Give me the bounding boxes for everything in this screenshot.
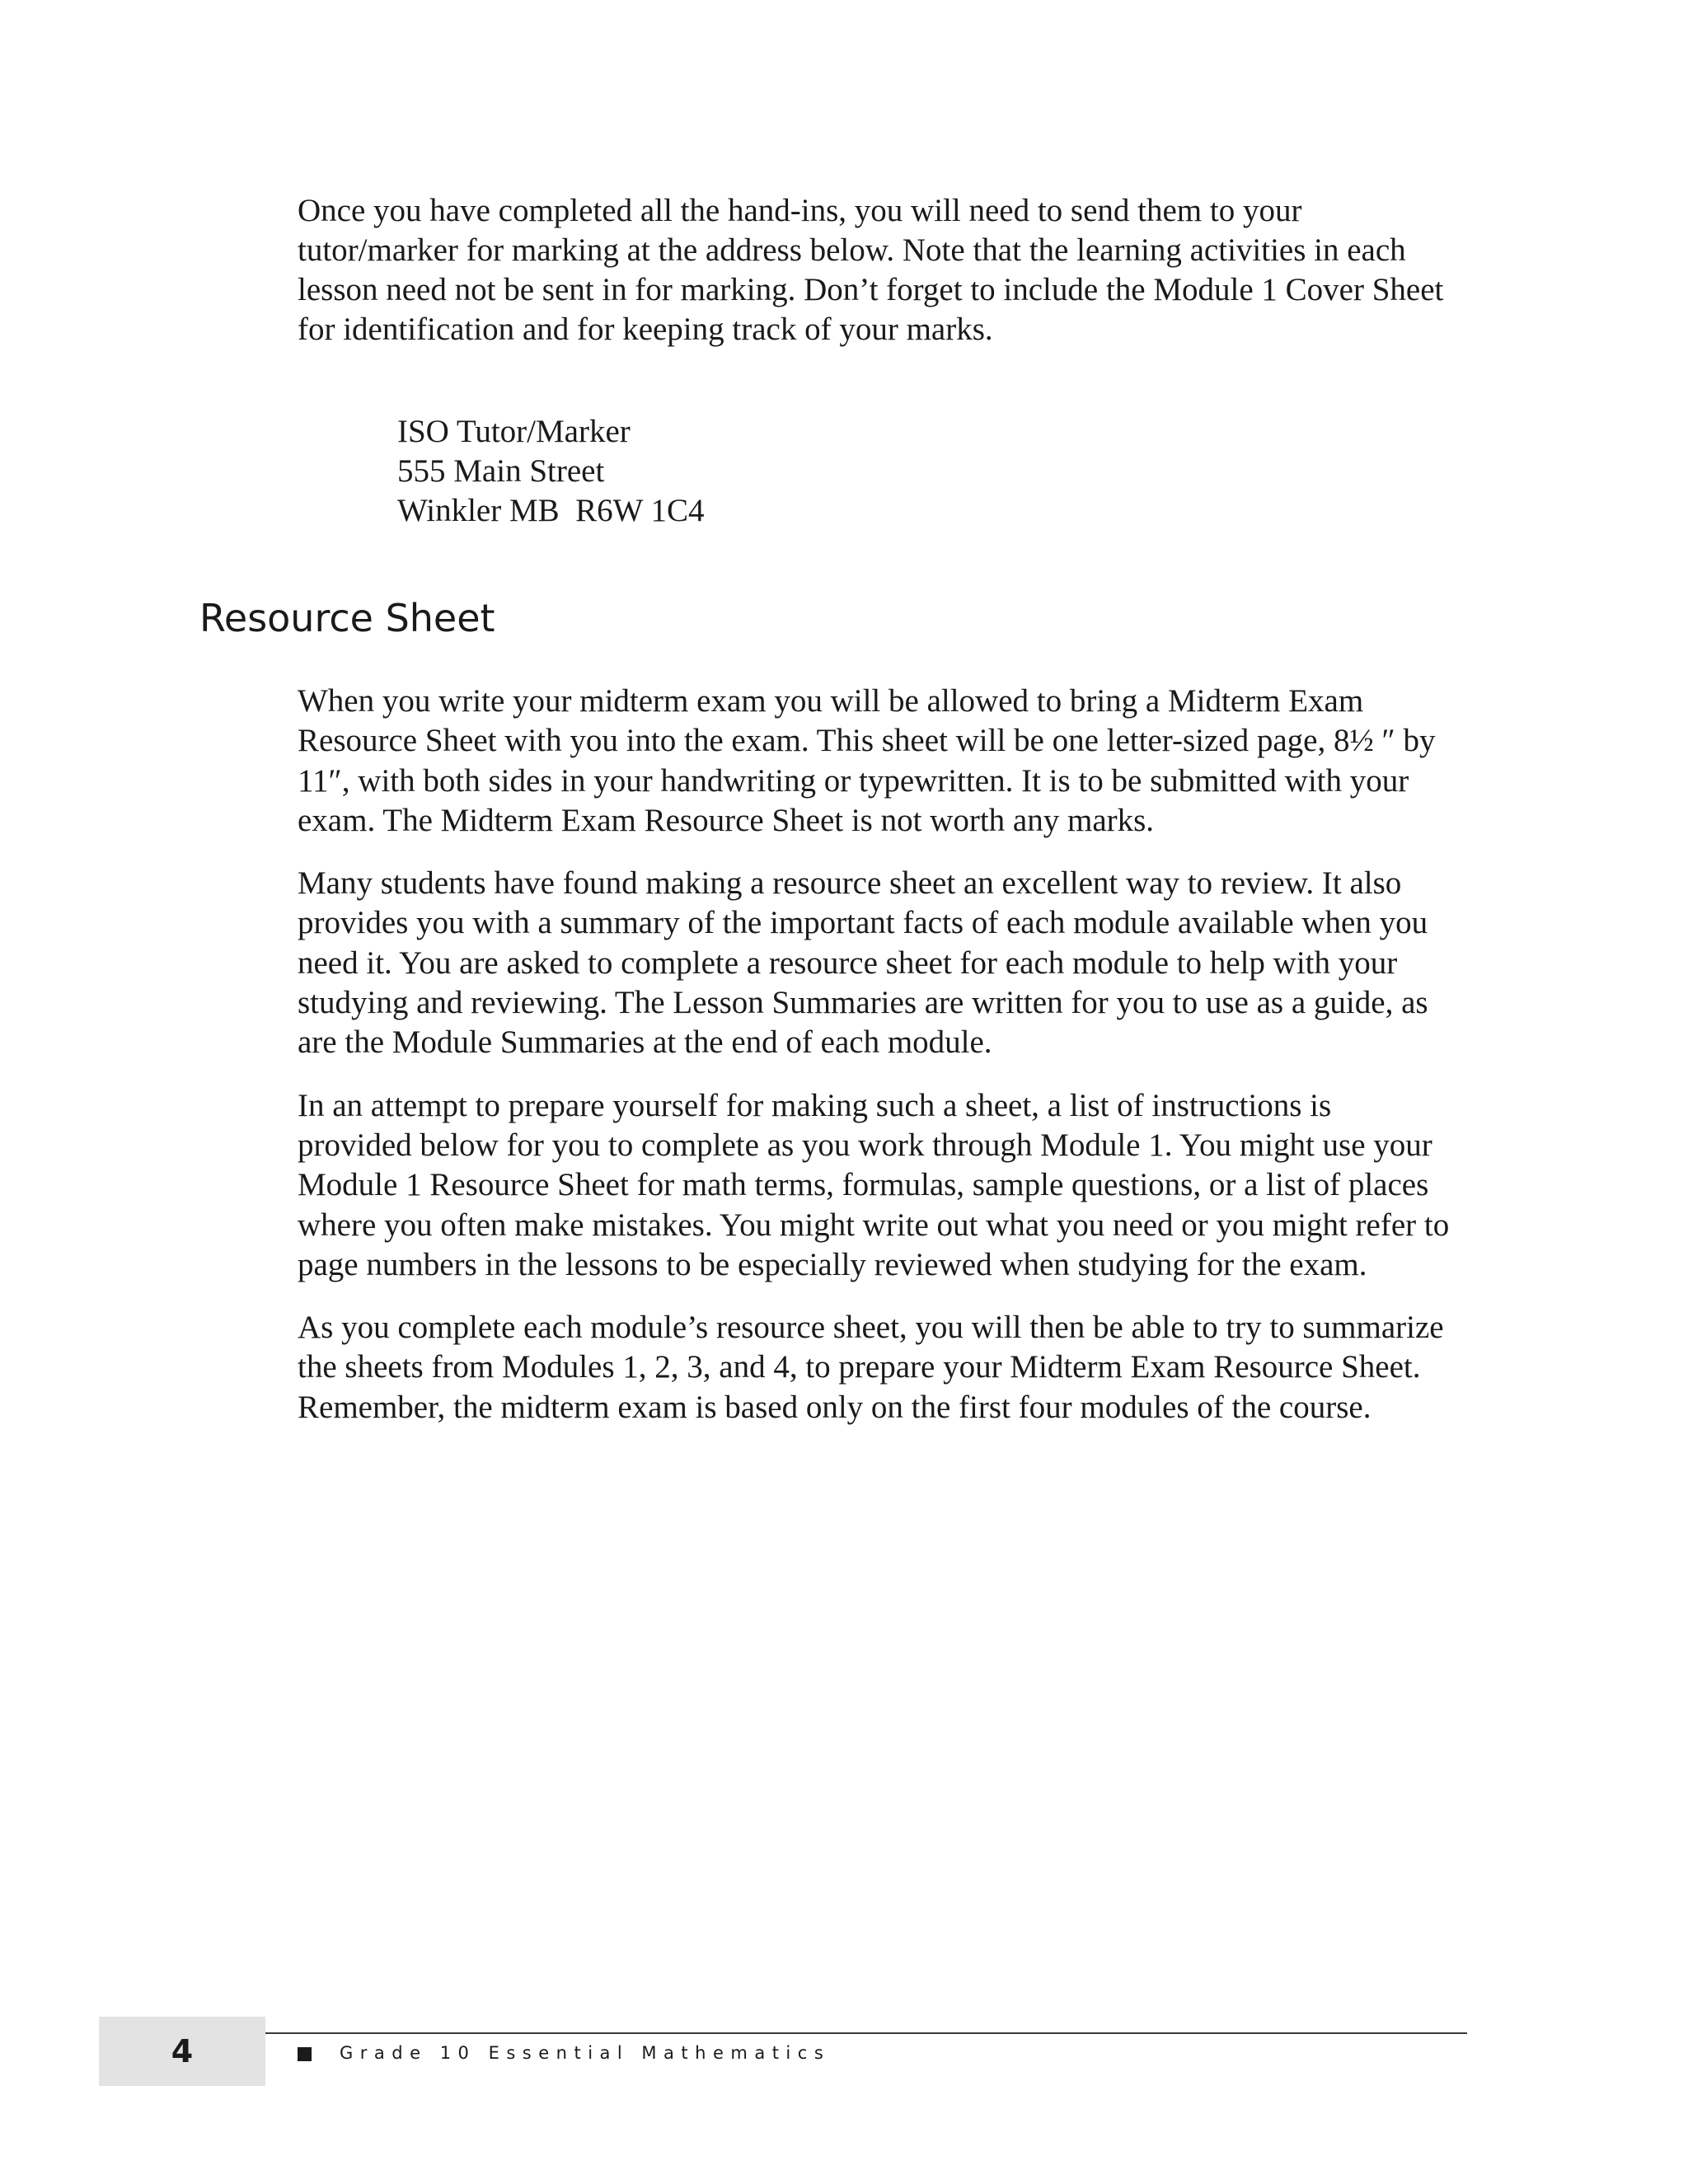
page-number: 4 [171,2033,194,2069]
resource-sheet-body [298,682,1451,1451]
resource-sheet-paragraph: When you write your midterm exam you will be allowed to bring a Midterm Exam Resource Sheet with you into the exam. This sheet will be one letter-sized page, 8½ ″ by 11″, with both sides in your handwriting or typewritten. It is to be submitted with your exam. The Midterm Exam Resource Sheet is not worth any marks. [298,683,1436,838]
address-line-city: Winkler MB R6W 1C4 [397,493,705,528]
section-heading-resource-sheet: Resource Sheet [199,596,495,640]
mailing-address [397,412,705,531]
footer-course-title: Grade 10 Essential Mathematics [340,2043,831,2063]
footer-divider [265,2032,1467,2034]
address-line-street: 555 Main Street [397,453,605,489]
resource-sheet-paragraph: As you complete each module’s resource sheet, you will then be able to try to summarize the sheets from Modules 1, 2, 3, and 4, to prepare your Midterm Exam Resource Sheet. Remember, the midterm exam is based only on the first four modules of the course. [298,1310,1444,1425]
resource-sheet-paragraph: Many students have found making a resource sheet an excellent way to review. It also provides you with a summary of the important facts of each module available when you need it. You are asked to complete a resource sheet for each module to help with your studying and reviewing. The Lesson Summaries are written for you to use as a guide, as are the Module Summaries at the end of each module. [298,865,1428,1061]
intro-paragraph: Once you have completed all the hand-ins, you will need to send them to your tutor/marker for marking at the address below. Note that the learning activities in each lesson need not be sent in for marking. Don’t forget to include the Module 1 Cover Sheet for identification and for keeping track of your marks. [298,193,1444,347]
resource-sheet-paragraph: In an attempt to prepare yourself for making such a sheet, a list of instructions is provided below for you to complete as you work through Module 1. You might use your Module 1 Resource Sheet for math terms, formulas, sample questions, or a list of places where you often make mistakes. You might write out what you need or you might refer to page numbers in the lessons to be especially reviewed when studying for the exam. [298,1087,1450,1282]
page-number-tab [99,2017,265,2086]
square-bullet-icon [298,2047,312,2061]
address-line-recipient: ISO Tutor/Marker [397,414,631,449]
